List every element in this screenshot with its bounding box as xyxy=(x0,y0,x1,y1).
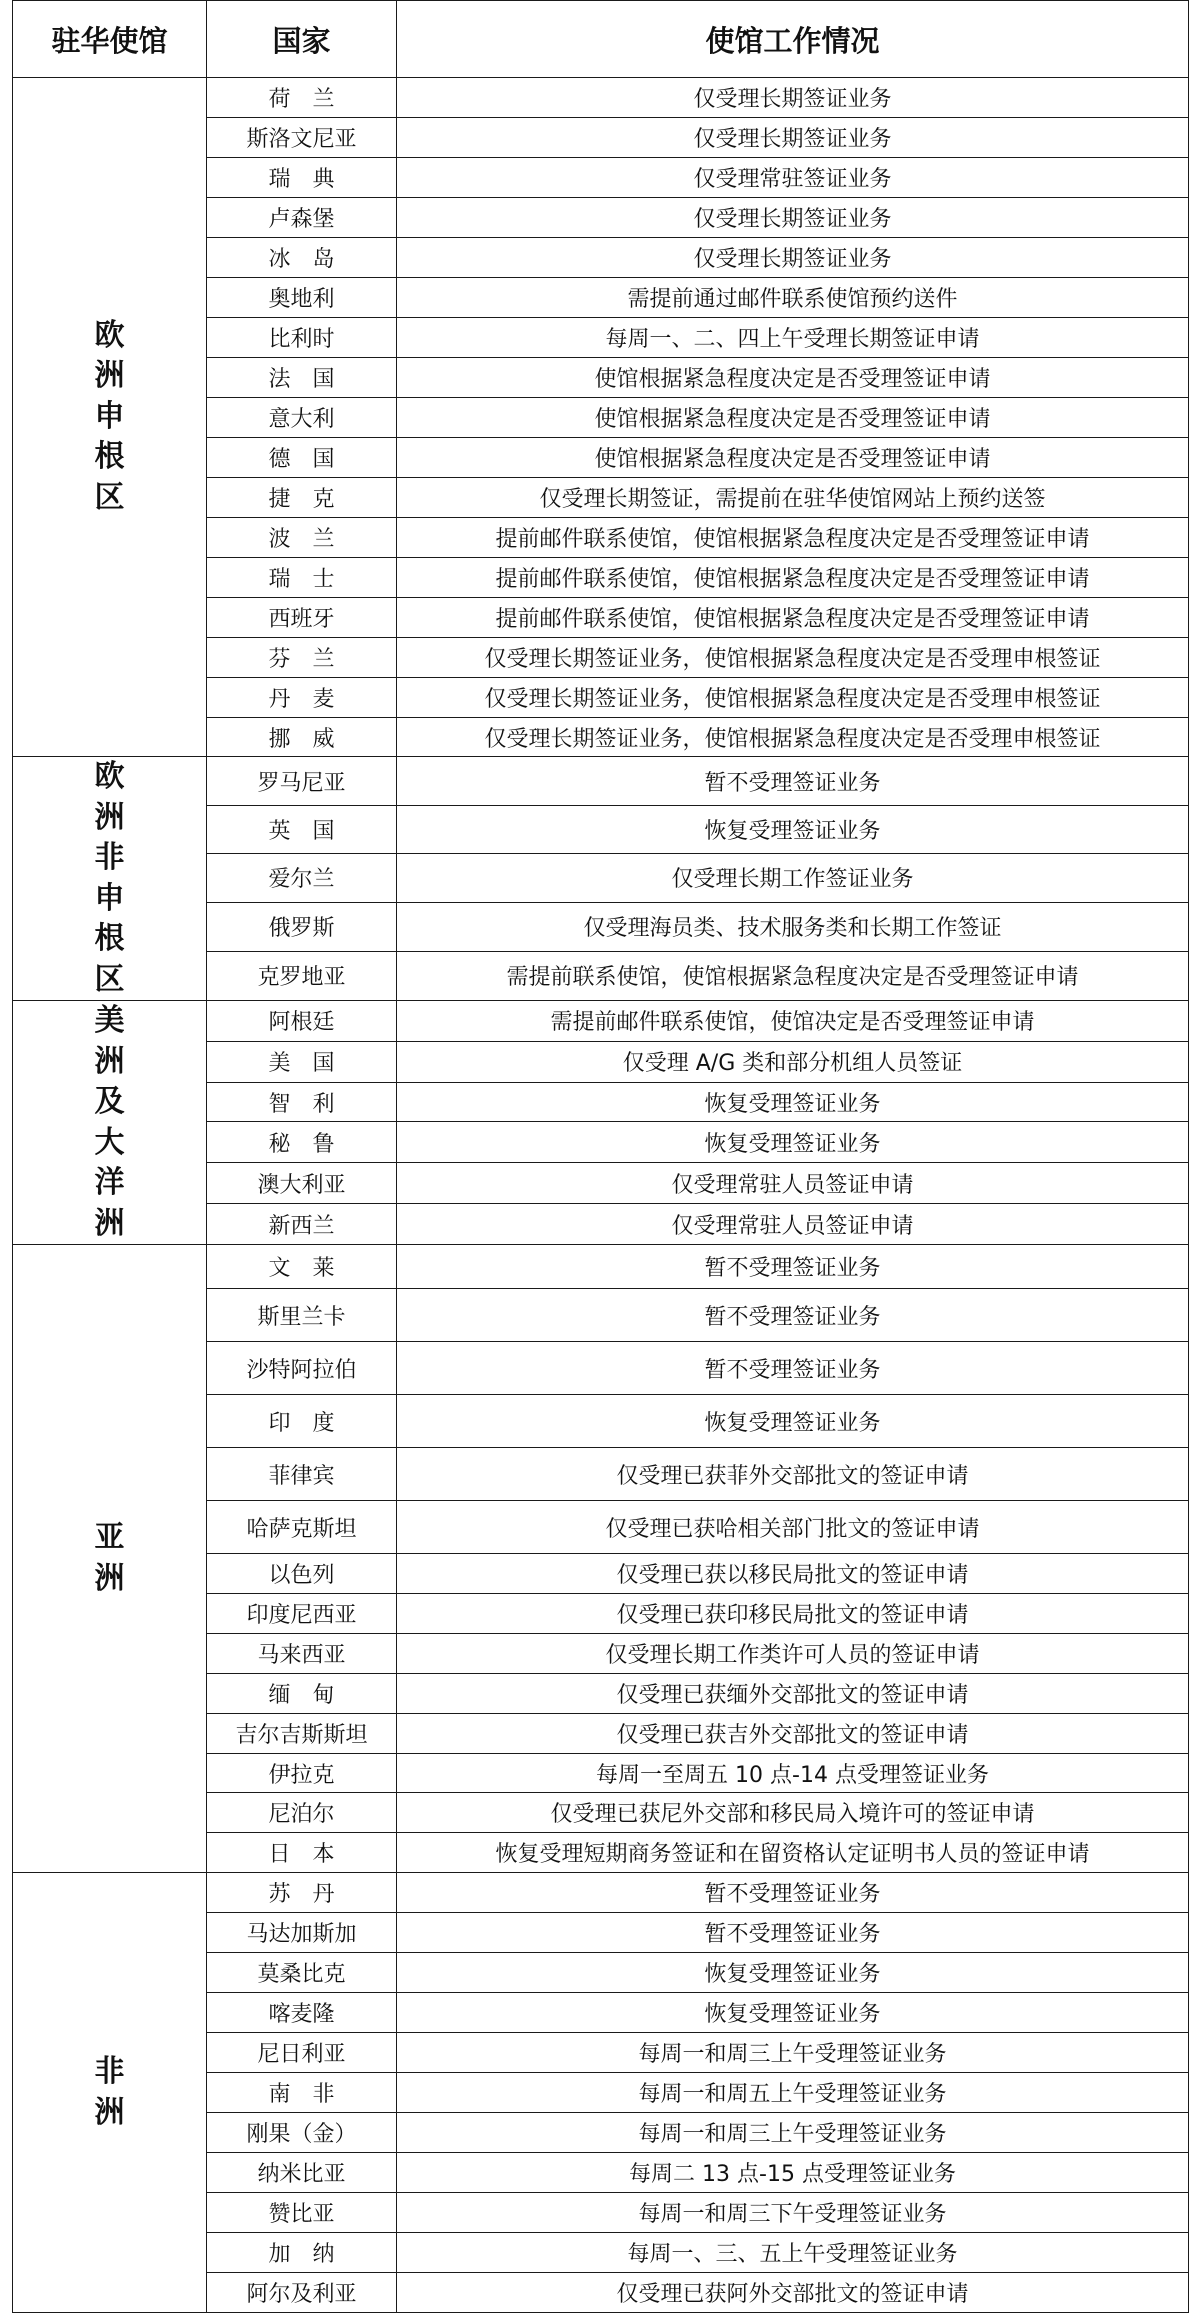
status-cell: 需提前通过邮件联系使馆预约送件 xyxy=(397,278,1189,318)
status-cell: 仅受理已获以移民局批文的签证申请 xyxy=(397,1554,1189,1594)
table-row xyxy=(13,78,1189,118)
status-cell: 仅受理长期签证业务，使馆根据紧急程度决定是否受理申根签证 xyxy=(397,638,1189,678)
status-cell: 使馆根据紧急程度决定是否受理签证申请 xyxy=(397,358,1189,398)
status-cell: 每周一和周三下午受理签证业务 xyxy=(397,2193,1189,2233)
status-cell: 仅受理常驻人员签证申请 xyxy=(397,1163,1189,1204)
country-cell: 刚果（金） xyxy=(207,2113,397,2153)
status-cell: 使馆根据紧急程度决定是否受理签证申请 xyxy=(397,438,1189,478)
country-cell: 卢森堡 xyxy=(207,198,397,238)
table-row xyxy=(13,1245,1189,1289)
country-cell: 文 莱 xyxy=(207,1245,397,1289)
country-cell: 马达加斯加 xyxy=(207,1913,397,1953)
status-cell: 仅受理长期签证业务，使馆根据紧急程度决定是否受理申根签证 xyxy=(397,678,1189,718)
country-cell: 加 纳 xyxy=(207,2233,397,2273)
status-cell: 仅受理已获印移民局批文的签证申请 xyxy=(397,1594,1189,1634)
country-cell: 罗马尼亚 xyxy=(207,757,397,806)
status-cell: 每周一和周五上午受理签证业务 xyxy=(397,2073,1189,2113)
table-row xyxy=(13,1873,1189,1913)
country-cell: 波 兰 xyxy=(207,518,397,558)
status-cell: 仅受理长期签证业务 xyxy=(397,78,1189,118)
status-cell: 仅受理已获菲外交部批文的签证申请 xyxy=(397,1448,1189,1501)
header-embassy: 驻华使馆 xyxy=(13,1,207,78)
header-status: 使馆工作情况 xyxy=(397,1,1189,78)
country-cell: 沙特阿拉伯 xyxy=(207,1342,397,1395)
region-name: 美洲及大洋洲 xyxy=(94,1003,125,1241)
country-cell: 奥地利 xyxy=(207,278,397,318)
status-cell: 提前邮件联系使馆，使馆根据紧急程度决定是否受理签证申请 xyxy=(397,518,1189,558)
status-cell: 仅受理已获缅外交部批文的签证申请 xyxy=(397,1674,1189,1714)
region-name: 欧洲非申根区 xyxy=(94,759,125,997)
country-cell: 马来西亚 xyxy=(207,1634,397,1674)
country-cell: 莫桑比克 xyxy=(207,1953,397,1993)
status-cell: 仅受理长期签证业务 xyxy=(397,118,1189,158)
status-cell: 每周一和周三上午受理签证业务 xyxy=(397,2033,1189,2073)
region-cell xyxy=(13,1001,207,1245)
country-cell: 印度尼西亚 xyxy=(207,1594,397,1634)
status-cell: 仅受理长期签证业务 xyxy=(397,198,1189,238)
status-cell: 仅受理长期签证，需提前在驻华使馆网站上预约送签 xyxy=(397,478,1189,518)
country-cell: 阿尔及利亚 xyxy=(207,2273,397,2313)
table-row xyxy=(13,1001,1189,1042)
status-cell: 仅受理常驻签证业务 xyxy=(397,158,1189,198)
header-row xyxy=(13,1,1189,78)
country-cell: 西班牙 xyxy=(207,598,397,638)
status-cell: 恢复受理签证业务 xyxy=(397,1122,1189,1163)
status-cell: 仅受理常驻人员签证申请 xyxy=(397,1204,1189,1245)
country-cell: 秘 鲁 xyxy=(207,1122,397,1163)
country-cell: 尼日利亚 xyxy=(207,2033,397,2073)
country-cell: 芬 兰 xyxy=(207,638,397,678)
region-name: 欧洲申根区 xyxy=(94,317,125,515)
status-cell: 仅受理已获哈相关部门批文的签证申请 xyxy=(397,1501,1189,1554)
status-cell: 暂不受理签证业务 xyxy=(397,1342,1189,1395)
status-cell: 恢复受理签证业务 xyxy=(397,1395,1189,1448)
status-cell: 恢复受理签证业务 xyxy=(397,806,1189,854)
country-cell: 克罗地亚 xyxy=(207,951,397,1000)
status-cell: 恢复受理签证业务 xyxy=(397,1993,1189,2033)
country-cell: 伊拉克 xyxy=(207,1754,397,1793)
country-cell: 以色列 xyxy=(207,1554,397,1594)
region-cell xyxy=(13,78,207,757)
table-row xyxy=(13,757,1189,806)
status-cell: 仅受理长期工作类许可人员的签证申请 xyxy=(397,1634,1189,1674)
country-cell: 日 本 xyxy=(207,1833,397,1873)
table-body xyxy=(13,78,1189,2313)
country-cell: 荷 兰 xyxy=(207,78,397,118)
status-cell: 仅受理 A/G 类和部分机组人员签证 xyxy=(397,1041,1189,1082)
status-cell: 每周一、三、五上午受理签证业务 xyxy=(397,2233,1189,2273)
status-cell: 暂不受理签证业务 xyxy=(397,757,1189,806)
country-cell: 印 度 xyxy=(207,1395,397,1448)
country-cell: 菲律宾 xyxy=(207,1448,397,1501)
status-cell: 仅受理长期签证业务 xyxy=(397,238,1189,278)
status-cell: 恢复受理签证业务 xyxy=(397,1082,1189,1122)
country-cell: 哈萨克斯坦 xyxy=(207,1501,397,1554)
country-cell: 斯洛文尼亚 xyxy=(207,118,397,158)
country-cell: 斯里兰卡 xyxy=(207,1289,397,1342)
status-cell: 暂不受理签证业务 xyxy=(397,1289,1189,1342)
status-cell: 仅受理海员类、技术服务类和长期工作签证 xyxy=(397,902,1189,951)
status-cell: 需提前联系使馆，使馆根据紧急程度决定是否受理签证申请 xyxy=(397,951,1189,1000)
status-cell: 提前邮件联系使馆，使馆根据紧急程度决定是否受理签证申请 xyxy=(397,558,1189,598)
region-cell xyxy=(13,1245,207,1873)
country-cell: 法 国 xyxy=(207,358,397,398)
country-cell: 德 国 xyxy=(207,438,397,478)
country-cell: 爱尔兰 xyxy=(207,853,397,902)
country-cell: 阿根廷 xyxy=(207,1001,397,1042)
region-name: 亚 洲 xyxy=(94,1520,155,1596)
country-cell: 俄罗斯 xyxy=(207,902,397,951)
country-cell: 挪 威 xyxy=(207,718,397,757)
header-country: 国家 xyxy=(207,1,397,78)
status-cell: 仅受理长期工作签证业务 xyxy=(397,853,1189,902)
status-cell: 恢复受理签证业务 xyxy=(397,1953,1189,1993)
country-cell: 澳大利亚 xyxy=(207,1163,397,1204)
country-cell: 南 非 xyxy=(207,2073,397,2113)
country-cell: 丹 麦 xyxy=(207,678,397,718)
country-cell: 瑞 士 xyxy=(207,558,397,598)
status-cell: 恢复受理短期商务签证和在留资格认定证明书人员的签证申请 xyxy=(397,1833,1189,1873)
embassy-visa-table xyxy=(12,0,1189,2313)
country-cell: 智 利 xyxy=(207,1082,397,1122)
country-cell: 尼泊尔 xyxy=(207,1793,397,1833)
country-cell: 意大利 xyxy=(207,398,397,438)
country-cell: 捷 克 xyxy=(207,478,397,518)
status-cell: 每周一至周五 10 点-14 点受理签证业务 xyxy=(397,1754,1189,1793)
status-cell: 每周一、二、四上午受理长期签证申请 xyxy=(397,318,1189,358)
country-cell: 苏 丹 xyxy=(207,1873,397,1913)
status-cell: 暂不受理签证业务 xyxy=(397,1873,1189,1913)
status-cell: 仅受理已获阿外交部批文的签证申请 xyxy=(397,2273,1189,2313)
status-cell: 提前邮件联系使馆，使馆根据紧急程度决定是否受理签证申请 xyxy=(397,598,1189,638)
country-cell: 赞比亚 xyxy=(207,2193,397,2233)
country-cell: 新西兰 xyxy=(207,1204,397,1245)
country-cell: 喀麦隆 xyxy=(207,1993,397,2033)
region-cell xyxy=(13,1873,207,2313)
status-cell: 仅受理长期签证业务，使馆根据紧急程度决定是否受理申根签证 xyxy=(397,718,1189,757)
status-cell: 每周二 13 点-15 点受理签证业务 xyxy=(397,2153,1189,2193)
status-cell: 仅受理已获尼外交部和移民局入境许可的签证申请 xyxy=(397,1793,1189,1833)
region-name: 非 洲 xyxy=(94,2054,155,2130)
status-cell: 仅受理已获吉外交部批文的签证申请 xyxy=(397,1714,1189,1754)
country-cell: 纳米比亚 xyxy=(207,2153,397,2193)
country-cell: 比利时 xyxy=(207,318,397,358)
status-cell: 使馆根据紧急程度决定是否受理签证申请 xyxy=(397,398,1189,438)
country-cell: 瑞 典 xyxy=(207,158,397,198)
country-cell: 美 国 xyxy=(207,1041,397,1082)
status-cell: 暂不受理签证业务 xyxy=(397,1245,1189,1289)
region-cell xyxy=(13,757,207,1001)
country-cell: 吉尔吉斯斯坦 xyxy=(207,1714,397,1754)
status-cell: 每周一和周三上午受理签证业务 xyxy=(397,2113,1189,2153)
status-cell: 需提前邮件联系使馆，使馆决定是否受理签证申请 xyxy=(397,1001,1189,1042)
country-cell: 冰 岛 xyxy=(207,238,397,278)
status-cell: 暂不受理签证业务 xyxy=(397,1913,1189,1953)
country-cell: 缅 甸 xyxy=(207,1674,397,1714)
country-cell: 英 国 xyxy=(207,806,397,854)
